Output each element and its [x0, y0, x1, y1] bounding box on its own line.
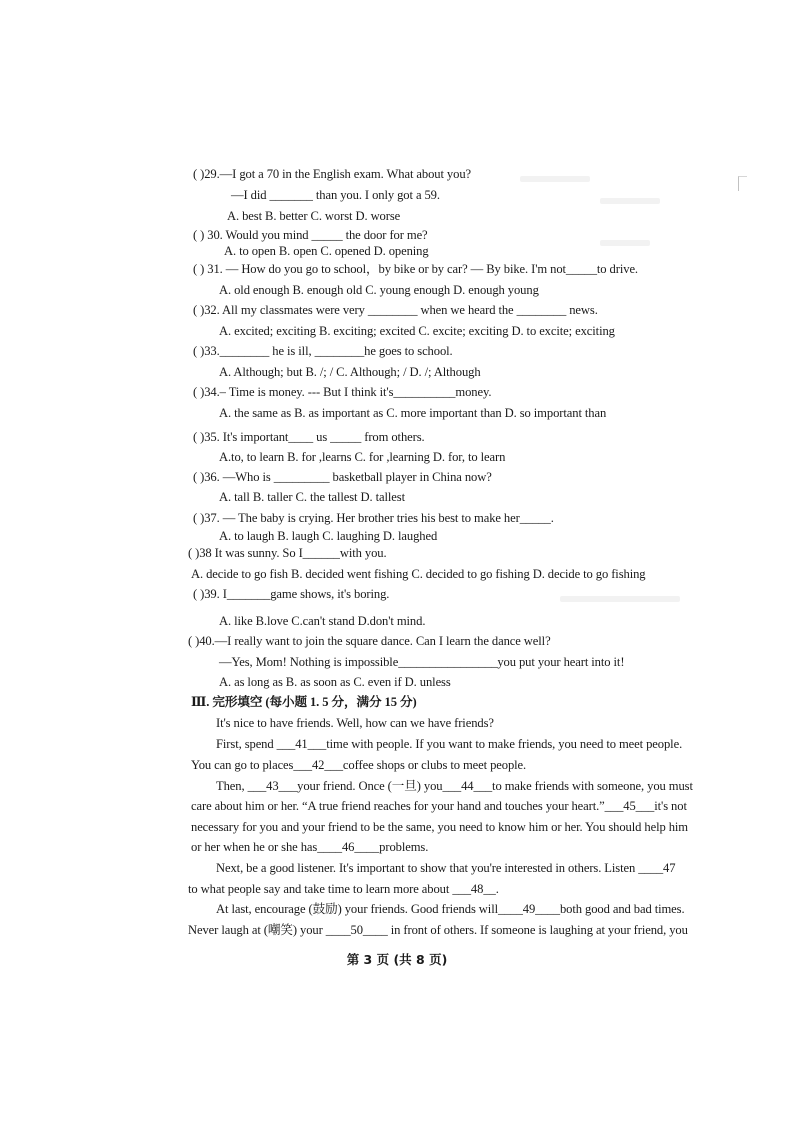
text-line: —I did _______ than you. I only got a 59. [231, 188, 440, 202]
text-line: Next, be a good listener. It's important to show that you're interested in others. Listen ____47 [216, 861, 676, 875]
text-line: care about him or her. “A true friend reaches for your hand and touches your heart.”___45___it's not [191, 799, 687, 813]
text-line: A. excited; exciting B. exciting; excited C. excite; exciting D. to excite; exciting [219, 324, 615, 338]
text-line: —Yes, Mom! Nothing is impossible________________you put your heart into it! [219, 655, 625, 669]
text-line: A. to laugh B. laugh C. laughing D. laughed [219, 529, 438, 543]
text-line: ( )34.– Time is money. --- But I think it's__________money. [193, 385, 492, 399]
text-line: It's nice to have friends. Well, how can we have friends? [216, 716, 494, 730]
text-line: to what people say and take time to learn more about ___48__. [188, 882, 499, 896]
text-line: A. to open B. open C. opened D. opening [224, 244, 429, 258]
text-line: ( )38 It was sunny. So I______with you. [188, 546, 387, 560]
text-line: ( ) 31. — How do you go to school，by bike or by car? — By bike. I'm not_____to drive. [193, 262, 638, 276]
text-line: First, spend ___41___time with people. If you want to make friends, you need to meet people. [216, 737, 683, 751]
text-line: A. Although; but B. /; / C. Although; / D. /; Although [219, 365, 481, 379]
text-line: ( )37. — The baby is crying. Her brother tries his best to make her_____. [193, 511, 554, 525]
text-line: ( )33.________ he is ill, ________he goes to school. [193, 344, 453, 358]
scan-smudge [520, 176, 590, 182]
scan-smudge [600, 240, 650, 246]
text-line: ( ) 30. Would you mind _____ the door for me? [193, 228, 428, 242]
text-line: You can go to places___42___coffee shops or clubs to meet people. [191, 758, 527, 772]
text-line: Then, ___43___your friend. Once (一旦) you___44___to make friends with someone, you must [216, 779, 693, 793]
text-line: At last, encourage (鼓励) your friends. Good friends will____49____both good and bad times. [216, 902, 685, 916]
text-line: A. as long as B. as soon as C. even if D. unless [219, 675, 451, 689]
text-line: ( )40.—I really want to join the square dance. Can I learn the dance well? [188, 634, 551, 648]
scan-smudge [600, 198, 660, 204]
text-line: ( )29.—I got a 70 in the English exam. What about you? [193, 167, 472, 181]
text-line: or her when he or she has____46____problems. [191, 840, 429, 854]
text-line: necessary for you and your friend to be the same, you need to know him or her. You should help him [191, 820, 689, 834]
scan-edge-mark [738, 176, 747, 191]
text-line: Never laugh at (嘲笑) your ____50____ in front of others. If someone is laughing at your friend, you [188, 923, 688, 937]
text-line: ( )32. All my classmates were very ________ when we heard the ________ news. [193, 303, 598, 317]
scan-smudge [560, 596, 680, 602]
text-line: A. best B. better C. worst D. worse [227, 209, 401, 223]
page-footer: 第 3 页 (共 8 页) [346, 952, 448, 967]
text-line: A. the same as B. as important as C. more important than D. so important than [219, 406, 607, 420]
text-line: Ⅲ. 完形填空 (每小题 1. 5 分，满分 15 分) [191, 695, 417, 709]
text-line: A. decide to go fish B. decided went fishing C. decided to go fishing D. decide to go fishing [191, 567, 646, 581]
text-line: A. old enough B. enough old C. young enough D. enough young [219, 283, 539, 297]
text-line: A.to, to learn B. for ,learns C. for ,learning D. for, to learn [219, 450, 506, 464]
text-line: A. like B.love C.can't stand D.don't mind. [219, 614, 426, 628]
text-line: A. tall B. taller C. the tallest D. tallest [219, 490, 405, 504]
text-line: ( )36. —Who is _________ basketball player in China now? [193, 470, 492, 484]
text-line: ( )35. It's important____ us _____ from others. [193, 430, 425, 444]
text-line: ( )39. I_______game shows, it's boring. [193, 587, 390, 601]
